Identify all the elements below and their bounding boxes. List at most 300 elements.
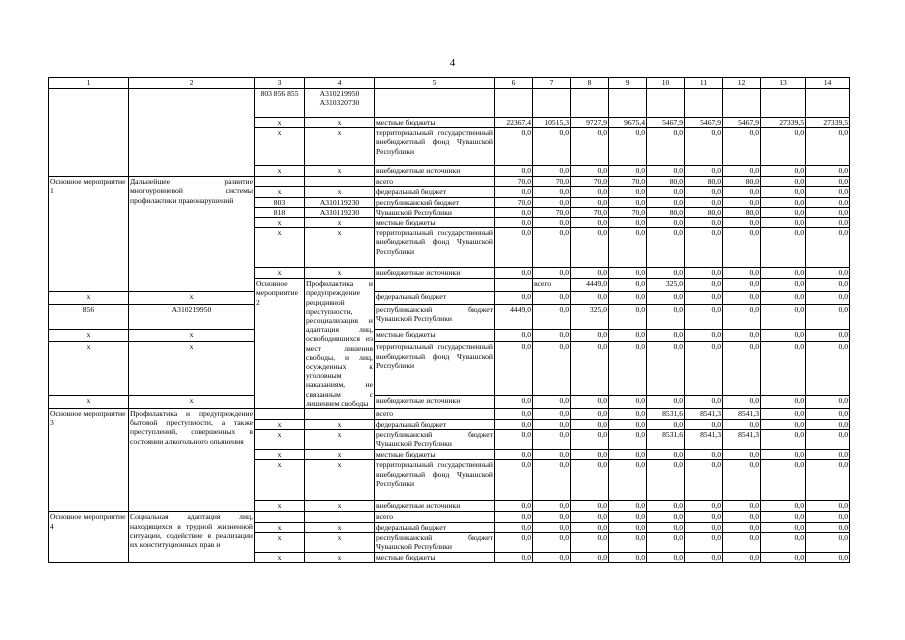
funding-source-cell: местные бюджеты — [375, 118, 495, 128]
code-csr-cell: x — [305, 501, 375, 512]
funding-source-cell: внебюджетные источники — [375, 501, 495, 512]
value-cell-14: 0,0 — [806, 207, 850, 217]
funding-source-cell: всего — [533, 279, 571, 292]
event-description-cell — [129, 89, 255, 177]
header-cell-13: 13 — [761, 78, 806, 89]
value-cell-7: 0,0 — [533, 166, 571, 177]
value-cell-6: 0,0 — [495, 329, 533, 342]
value-cell-6: 0,0 — [495, 166, 533, 177]
value-cell-7: 0,0 — [533, 450, 571, 460]
table-row — [49, 512, 850, 522]
value-cell-7: 0,0 — [533, 552, 571, 562]
value-cell-14: 0,0 — [806, 522, 850, 532]
header-cell-6: 6 — [495, 78, 533, 89]
value-cell-14: 0,0 — [806, 228, 850, 268]
value-cell-9: 0,0 — [609, 268, 647, 279]
value-cell-9: 0,0 — [609, 522, 647, 532]
table-header-row — [49, 78, 850, 89]
code-grbs-cell: x — [49, 342, 129, 396]
value-cell-14: 0,0 — [806, 460, 850, 501]
value-cell-6: 0,0 — [495, 228, 533, 268]
value-cell-13: 0,0 — [761, 218, 806, 228]
code-csr-cell: x — [305, 166, 375, 177]
value-cell-12: 0,0 — [723, 522, 761, 532]
value-cell-7: 0,0 — [533, 128, 571, 166]
value-cell-9: 0,0 — [609, 228, 647, 268]
value-cell-11: 0,0 — [685, 228, 723, 268]
value-cell-9: 70,0 — [609, 207, 647, 217]
value-cell-14: 0,0 — [806, 420, 850, 430]
value-cell-13: 27339,5 — [761, 118, 806, 128]
code-csr-cell: x — [129, 329, 255, 342]
value-cell-14: 0,0 — [806, 342, 850, 396]
event-description-cell: Профилактика и предупреждение рецидивной преступности, ресоциализация и адаптация лиц, освободившихся из мест лишения свободы, и лиц, осужденных к уголовным наказаниям, не связанным с лишением свободы — [306, 279, 373, 408]
value-cell-8: 0,0 — [571, 512, 609, 522]
value-cell-8: 0,0 — [571, 291, 609, 304]
value-cell-14: 0,0 — [806, 552, 850, 562]
value-cell-12: 0,0 — [806, 279, 850, 292]
code-csr-cell — [305, 512, 375, 522]
code-csr-cell: x — [129, 396, 255, 409]
value-cell-11: 0,0 — [685, 187, 723, 197]
code-grbs-cell — [255, 409, 305, 420]
value-cell-13: 0,0 — [761, 197, 806, 207]
value-cell-13: 0,0 — [761, 291, 806, 304]
value-cell-12: 0,0 — [723, 501, 761, 512]
value-cell-11: 0,0 — [761, 279, 806, 292]
value-cell-12: 0,0 — [723, 218, 761, 228]
value-cell-13: 0,0 — [761, 304, 806, 329]
value-cell-13: 0,0 — [761, 512, 806, 522]
value-cell-11: 8541,3 — [685, 430, 723, 450]
value-cell-10 — [647, 89, 685, 118]
code-grbs-cell: 803 856 855 — [255, 89, 305, 118]
value-cell-8: 0,0 — [571, 268, 609, 279]
value-cell-7: 0,0 — [533, 522, 571, 532]
code-grbs-cell: x — [255, 187, 305, 197]
value-cell-6 — [495, 89, 533, 118]
value-cell-11: 0,0 — [685, 460, 723, 501]
value-cell-6: 0,0 — [495, 450, 533, 460]
value-cell-6: 0,0 — [495, 207, 533, 217]
value-cell-10: 0,0 — [647, 268, 685, 279]
value-cell-11: 8541,3 — [685, 409, 723, 420]
code-grbs-cell: x — [255, 128, 305, 166]
value-cell-9: 0,0 — [609, 501, 647, 512]
code-grbs-cell: x — [49, 329, 129, 342]
value-cell-9: 0,0 — [609, 128, 647, 166]
value-cell-10: 0,0 — [723, 279, 761, 292]
value-cell-12: 8541,3 — [723, 409, 761, 420]
funding-source-cell: всего — [375, 409, 495, 420]
value-cell-13: 0,0 — [761, 552, 806, 562]
funding-source-cell: внебюджетные источники — [375, 396, 495, 409]
value-cell-11: 0,0 — [685, 291, 723, 304]
value-cell-8: 0,0 — [571, 460, 609, 501]
value-cell-8: 0,0 — [571, 450, 609, 460]
table-row — [49, 329, 850, 342]
code-grbs-cell: x — [255, 501, 305, 512]
value-cell-9: 0,0 — [609, 396, 647, 409]
value-cell-11: 0,0 — [685, 501, 723, 512]
value-cell-11: 0,0 — [685, 522, 723, 532]
code-csr-cell — [495, 279, 533, 292]
table-row — [49, 396, 850, 409]
value-cell-14: 0,0 — [806, 329, 850, 342]
value-cell-10: 0,0 — [647, 329, 685, 342]
value-cell-14: 0,0 — [806, 187, 850, 197]
value-cell-11: 0,0 — [685, 268, 723, 279]
value-cell-9: 0,0 — [609, 409, 647, 420]
code-csr-cell: x — [305, 522, 375, 532]
funding-source-cell: республиканский бюджет — [375, 197, 495, 207]
value-cell-6: 22367,4 — [495, 118, 533, 128]
value-cell-14: 0,0 — [806, 128, 850, 166]
value-cell-10: 80,0 — [647, 207, 685, 217]
value-cell-12: 0,0 — [723, 197, 761, 207]
funding-source-cell: местные бюджеты — [375, 329, 495, 342]
value-cell-8: 0,0 — [571, 228, 609, 268]
value-cell-10: 5467,9 — [647, 118, 685, 128]
header-cell-11: 11 — [685, 78, 723, 89]
value-cell-10: 0,0 — [647, 512, 685, 522]
value-cell-6: 0,0 — [495, 420, 533, 430]
value-cell-9: 9675,4 — [609, 118, 647, 128]
event-name-cell: Основное мероприятие 4 — [49, 512, 129, 563]
value-cell-9: 0,0 — [609, 218, 647, 228]
value-cell-8: 0,0 — [571, 342, 609, 396]
event-description-cell: Социальная адаптация лиц, находящихся в трудной жизненной ситуации, содействие в реализации их конституционных прав и — [129, 512, 255, 563]
value-cell-8: 70,0 — [571, 177, 609, 187]
value-cell-8: 9727,9 — [571, 118, 609, 128]
value-cell-13: 0,0 — [761, 396, 806, 409]
value-cell-13: 0,0 — [761, 430, 806, 450]
header-cell-7: 7 — [533, 78, 571, 89]
value-cell-10: 0,0 — [647, 522, 685, 532]
code-grbs-cell: x — [255, 218, 305, 228]
value-cell-12: 0,0 — [723, 342, 761, 396]
event-description-cell: Профилактика и предупреждение бытовой преступности, а также преступлений, совершенных в состоянии алкогольного опьянения — [129, 409, 255, 512]
value-cell-14: 27339,5 — [806, 118, 850, 128]
code-grbs-cell: x — [255, 228, 305, 268]
code-grbs-cell: x — [255, 268, 305, 279]
value-cell-13: 0,0 — [761, 177, 806, 187]
value-cell-14 — [806, 89, 850, 118]
funding-source-cell: местные бюджеты — [375, 552, 495, 562]
value-cell-6: 0,0 — [495, 396, 533, 409]
value-cell-8: 0,0 — [571, 552, 609, 562]
table-row — [49, 291, 850, 304]
value-cell-8: 325,0 — [571, 304, 609, 329]
code-csr-cell: x — [305, 450, 375, 460]
code-csr-cell: A310219950 — [129, 304, 255, 329]
code-grbs-cell: x — [255, 118, 305, 128]
value-cell-10: 0,0 — [647, 420, 685, 430]
table-row — [49, 89, 850, 118]
value-cell-12: 0,0 — [723, 512, 761, 522]
value-cell-13: 0,0 — [761, 166, 806, 177]
code-csr-cell: x — [305, 118, 375, 128]
code-csr-cell: x — [305, 187, 375, 197]
value-cell-6: 0,0 — [495, 460, 533, 501]
value-cell-13: 0,0 — [761, 329, 806, 342]
code-csr-cell: x — [129, 291, 255, 304]
value-cell-7: 0,0 — [533, 420, 571, 430]
code-grbs-cell: x — [255, 460, 305, 501]
value-cell-8: 0,0 — [571, 128, 609, 166]
value-cell-7: 0,0 — [533, 218, 571, 228]
code-grbs-cell: x — [255, 430, 305, 450]
value-cell-9: 0,0 — [609, 197, 647, 207]
value-cell-10: 0,0 — [647, 450, 685, 460]
value-cell-14: 0,0 — [806, 430, 850, 450]
value-cell-8: 0,0 — [571, 218, 609, 228]
value-cell-9: 0,0 — [609, 291, 647, 304]
value-cell-9: 0,0 — [609, 166, 647, 177]
value-cell-7: 0,0 — [609, 279, 647, 292]
code-csr-cell — [305, 177, 375, 187]
value-cell-11: 0,0 — [685, 128, 723, 166]
value-cell-7: 10515,3 — [533, 118, 571, 128]
header-cell-3: 3 — [255, 78, 305, 89]
value-cell-10: 0,0 — [647, 501, 685, 512]
value-cell-11: 5467,9 — [685, 118, 723, 128]
value-cell-11: 80,0 — [685, 207, 723, 217]
value-cell-11: 0,0 — [685, 396, 723, 409]
code-grbs-cell — [255, 512, 305, 522]
funding-source-cell — [375, 89, 495, 118]
value-cell-13: 0,0 — [761, 522, 806, 532]
value-cell-9 — [609, 89, 647, 118]
value-cell-9: 0,0 — [609, 304, 647, 329]
value-cell-13: 0,0 — [761, 187, 806, 197]
value-cell-9: 0,0 — [609, 460, 647, 501]
value-cell-14: 0,0 — [806, 512, 850, 522]
code-csr-cell: x — [305, 430, 375, 450]
value-cell-9: 0,0 — [609, 329, 647, 342]
value-cell-13: 0,0 — [761, 420, 806, 430]
code-grbs-cell: 803 — [255, 197, 305, 207]
value-cell-12: 0,0 — [723, 552, 761, 562]
value-cell-7: 0,0 — [533, 396, 571, 409]
value-cell-12: 0,0 — [723, 460, 761, 501]
value-cell-10: 8531,6 — [647, 430, 685, 450]
value-cell-12: 0,0 — [723, 166, 761, 177]
funding-source-cell: местные бюджеты — [375, 218, 495, 228]
value-cell-14: 0,0 — [806, 166, 850, 177]
funding-source-cell: территориальный государственный внебюджетный фонд Чувашской Республики — [375, 342, 495, 396]
value-cell-6: 4449,0 — [571, 279, 609, 292]
event-name-cell: Основное мероприятие 1 — [49, 177, 129, 292]
value-cell-6: 0,0 — [495, 409, 533, 420]
value-cell-8: 0,0 — [571, 166, 609, 177]
value-cell-10: 0,0 — [647, 218, 685, 228]
funding-source-cell: федеральный бюджет — [375, 187, 495, 197]
value-cell-13: 0,0 — [761, 128, 806, 166]
table-row — [49, 304, 850, 329]
value-cell-6: 0,0 — [495, 512, 533, 522]
event-name-cell: Основное мероприятие 3 — [49, 409, 129, 512]
value-cell-12: 0,0 — [723, 532, 761, 552]
value-cell-14: 0,0 — [806, 409, 850, 420]
header-cell-5: 5 — [375, 78, 495, 89]
value-cell-8: 0,0 — [571, 430, 609, 450]
value-cell-10: 0,0 — [647, 342, 685, 396]
value-cell-8: 0,0 — [571, 329, 609, 342]
value-cell-7: 0,0 — [533, 187, 571, 197]
value-cell-11: 0,0 — [685, 197, 723, 207]
value-cell-10: 80,0 — [647, 177, 685, 187]
value-cell-10: 0,0 — [647, 396, 685, 409]
funding-source-cell: федеральный бюджет — [375, 420, 495, 430]
funding-source-cell: республиканский бюджет Чувашской Республики — [376, 430, 493, 449]
value-cell-11: 0,0 — [685, 218, 723, 228]
code-csr-cell: x — [305, 420, 375, 430]
value-cell-7: 0,0 — [533, 291, 571, 304]
code-csr-cell — [305, 409, 375, 420]
funding-source-cell: республиканский бюджет Чувашской Республики — [375, 304, 495, 329]
value-cell-8: 0,0 — [571, 409, 609, 420]
funding-source-cell: всего — [375, 512, 495, 522]
value-cell-8: 0,0 — [571, 187, 609, 197]
value-cell-8: 325,0 — [647, 279, 685, 292]
header-cell-10: 10 — [647, 78, 685, 89]
value-cell-12: 0,0 — [723, 420, 761, 430]
code-grbs-cell: x — [255, 450, 305, 460]
value-cell-14: 0,0 — [806, 532, 850, 552]
value-cell-12: 0,0 — [723, 396, 761, 409]
value-cell-10: 0,0 — [647, 197, 685, 207]
value-cell-10: 0,0 — [647, 291, 685, 304]
value-cell-8: 0,0 — [571, 501, 609, 512]
code-csr-cell: x — [305, 532, 375, 552]
value-cell-10: 0,0 — [647, 166, 685, 177]
value-cell-12: 0,0 — [723, 291, 761, 304]
header-cell-14: 14 — [806, 78, 850, 89]
value-cell-6: 0,0 — [495, 218, 533, 228]
value-cell-11: 0,0 — [685, 512, 723, 522]
value-cell-13: 0,0 — [761, 268, 806, 279]
funding-source-cell: федеральный бюджет — [375, 522, 495, 532]
value-cell-7: 0,0 — [533, 329, 571, 342]
code-grbs-cell: x — [255, 522, 305, 532]
value-cell-14: 0,0 — [806, 218, 850, 228]
funding-table — [48, 77, 850, 563]
code-grbs-cell: x — [255, 552, 305, 562]
value-cell-9: 0,0 — [609, 430, 647, 450]
value-cell-10: 0,0 — [647, 228, 685, 268]
value-cell-6: 0,0 — [495, 552, 533, 562]
value-cell-13: 0,0 — [761, 532, 806, 552]
code-csr-cell: A310119230 — [305, 197, 375, 207]
value-cell-12: 80,0 — [723, 207, 761, 217]
value-cell-14: 0,0 — [806, 501, 850, 512]
value-cell-12: 0,0 — [723, 304, 761, 329]
table-row — [49, 409, 850, 420]
funding-source-cell: федеральный бюджет — [375, 291, 495, 304]
value-cell-8: 0,0 — [571, 396, 609, 409]
code-csr-cell: x — [305, 218, 375, 228]
value-cell-11 — [685, 89, 723, 118]
code-csr-cell: A310219950 A310320730 — [305, 89, 375, 118]
value-cell-12: 0,0 — [723, 228, 761, 268]
event-description-cell: Дальнейшее развитие многоуровневой системы профилактики правонарушений — [129, 177, 255, 292]
value-cell-11: 0,0 — [685, 304, 723, 329]
value-cell-7: 0,0 — [533, 460, 571, 501]
value-cell-11: 0,0 — [685, 342, 723, 396]
code-grbs-cell — [255, 177, 305, 187]
value-cell-13: 0,0 — [761, 409, 806, 420]
value-cell-14: 0,0 — [806, 304, 850, 329]
value-cell-14: 0,0 — [806, 450, 850, 460]
code-grbs-cell: 818 — [255, 207, 305, 217]
value-cell-7: 0,0 — [533, 228, 571, 268]
value-cell-6: 0,0 — [495, 522, 533, 532]
code-csr-cell: x — [305, 128, 375, 166]
code-grbs-cell — [375, 279, 495, 292]
value-cell-8: 70,0 — [571, 207, 609, 217]
value-cell-11: 0,0 — [685, 552, 723, 562]
value-cell-10: 0,0 — [647, 532, 685, 552]
funding-source-cell: республиканский бюджет Чувашской Республики — [376, 532, 493, 552]
value-cell-6: 0,0 — [495, 342, 533, 396]
value-cell-12: 80,0 — [723, 177, 761, 187]
funding-source-cell: внебюджетные источники — [375, 166, 495, 177]
value-cell-8: 0,0 — [571, 532, 609, 552]
code-grbs-cell: x — [49, 291, 129, 304]
code-csr-cell: x — [305, 268, 375, 279]
value-cell-10: 8531,6 — [647, 409, 685, 420]
value-cell-6: 0,0 — [495, 291, 533, 304]
value-cell-6: 70,0 — [495, 197, 533, 207]
code-csr-cell: x — [305, 552, 375, 562]
value-cell-10: 0,0 — [647, 552, 685, 562]
value-cell-10: 0,0 — [647, 187, 685, 197]
value-cell-7: 70,0 — [533, 177, 571, 187]
header-cell-4: 4 — [305, 78, 375, 89]
funding-source-cell: местные бюджеты — [375, 450, 495, 460]
value-cell-11: 0,0 — [685, 450, 723, 460]
value-cell-14: 0,0 — [806, 177, 850, 187]
value-cell-12: 0,0 — [723, 268, 761, 279]
value-cell-6: 0,0 — [495, 430, 533, 450]
value-cell-14: 0,0 — [806, 197, 850, 207]
value-cell-7: 0,0 — [533, 304, 571, 329]
code-grbs-cell: 856 — [49, 304, 129, 329]
value-cell-13: 0,0 — [761, 228, 806, 268]
table-row — [49, 342, 850, 396]
page-number: 4 — [449, 57, 456, 69]
code-csr-cell: x — [305, 460, 375, 501]
value-cell-13: 0,0 — [761, 460, 806, 501]
code-grbs-cell: x — [255, 166, 305, 177]
value-cell-14: 0,0 — [806, 268, 850, 279]
funding-source-cell: Чувашской Республики — [375, 207, 495, 217]
header-cell-8: 8 — [571, 78, 609, 89]
value-cell-10: 0,0 — [647, 128, 685, 166]
value-cell-11: 0,0 — [685, 166, 723, 177]
value-cell-9: 0,0 — [609, 512, 647, 522]
value-cell-12: 5467,9 — [723, 118, 761, 128]
value-cell-12: 0,0 — [723, 187, 761, 197]
value-cell-12: 8541,3 — [723, 430, 761, 450]
value-cell-6: 70,0 — [495, 177, 533, 187]
header-cell-2: 2 — [129, 78, 255, 89]
funding-source-cell: территориальный государственный внебюджетный фонд Чувашской Республики — [375, 228, 495, 268]
value-cell-11: 0,0 — [685, 329, 723, 342]
value-cell-13: 0,0 — [761, 342, 806, 396]
event-name-cell: Основное мероприятие 2 — [255, 279, 305, 409]
